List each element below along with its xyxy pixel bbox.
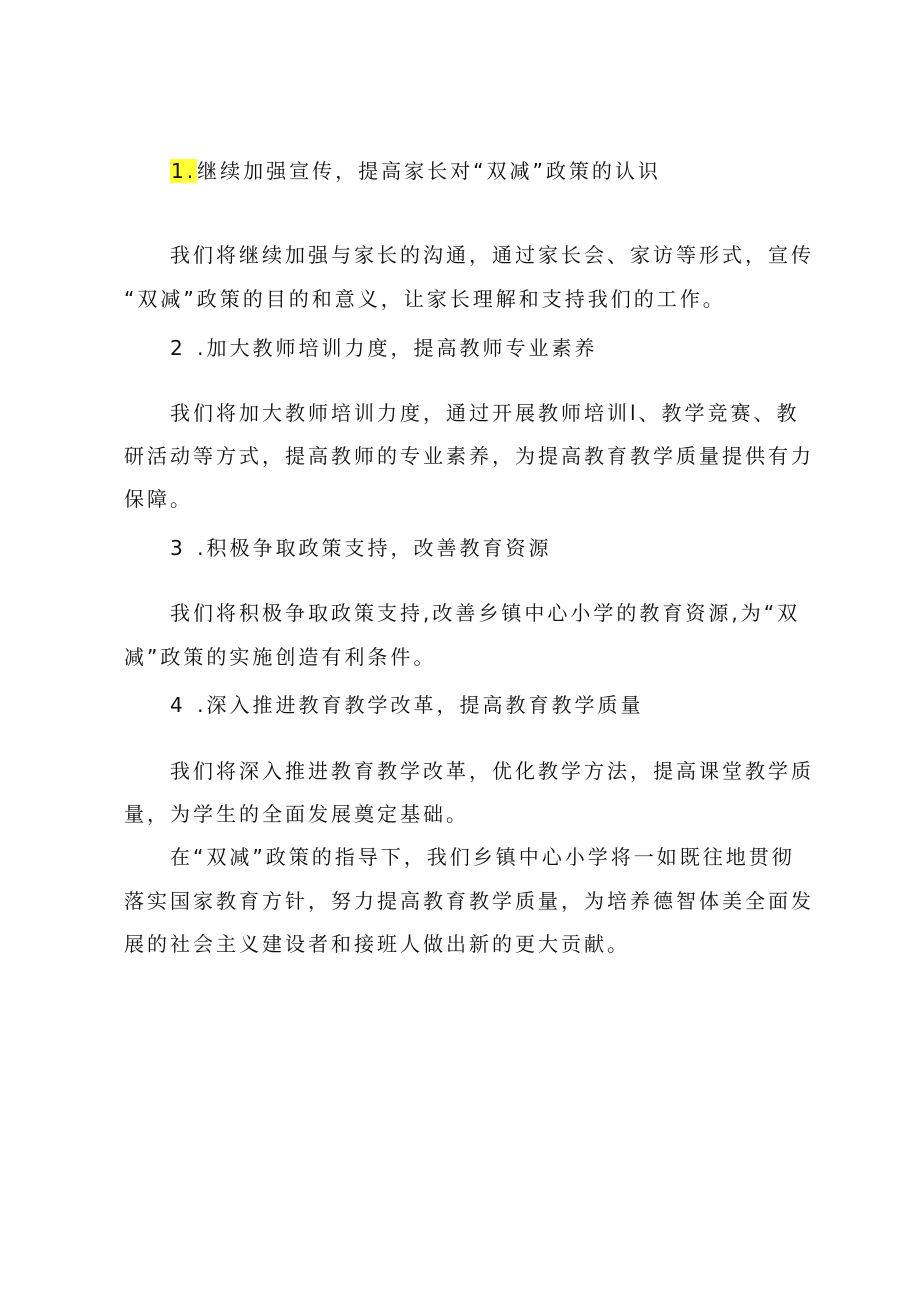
section-3-body-line-2: 减”政策的实施创造有利条件。: [124, 645, 437, 669]
section-1-heading: [170, 156, 820, 186]
conclusion-line-1: 在“双减”政策的指导下，我们乡镇中心小学将一如既往地贯彻: [170, 845, 795, 869]
conclusion-line-3: 展的社会主义建设者和接班人做出新的更大贡献。: [124, 932, 630, 956]
section-2-body-line-2: 研活动等方式，提高教师的专业素养，为提高教育教学质量提供有力: [124, 444, 814, 468]
section-3-body-line-1: 我们将积极争取政策支持,改善乡镇中心小学的教育资源,为“双: [170, 601, 801, 625]
section-3-heading: 3 .积极争取政策支持，改善教育资源: [170, 536, 552, 560]
section-1-body-line-2: “双减”政策的目的和意义，让家长理解和支持我们的工作。: [124, 287, 726, 311]
section-4-body-line-2: 量，为学生的全面发展奠定基础。: [124, 802, 469, 826]
conclusion-line-2: 落实国家教育方针，努力提高教育教学质量，为培养德智体美全面发: [124, 889, 814, 913]
section-2-heading: 2 .加大教师培训力度，提高教师专业素养: [170, 336, 598, 360]
section-1-body-line-1: 我们将继续加强与家长的沟通，通过家长会、家访等形式，宣传: [170, 243, 814, 267]
section-2-body-line-1: 我们将加大教师培训力度，通过开展教师培训l、教学竞赛、教: [170, 401, 800, 425]
section-4-body-line-1: 我们将深入推进教育教学改革，优化教学方法，提高课堂教学质: [170, 759, 814, 783]
section-1-heading-text: 继续加强宣传，提高家长对“双减”政策的认识: [197, 159, 661, 183]
section-2-body-line-3: 保障。: [124, 487, 193, 511]
section-1-number: 1.: [171, 159, 197, 183]
section-4-heading: 4 .深入推进教育教学改革，提高教育教学质量: [170, 693, 644, 717]
